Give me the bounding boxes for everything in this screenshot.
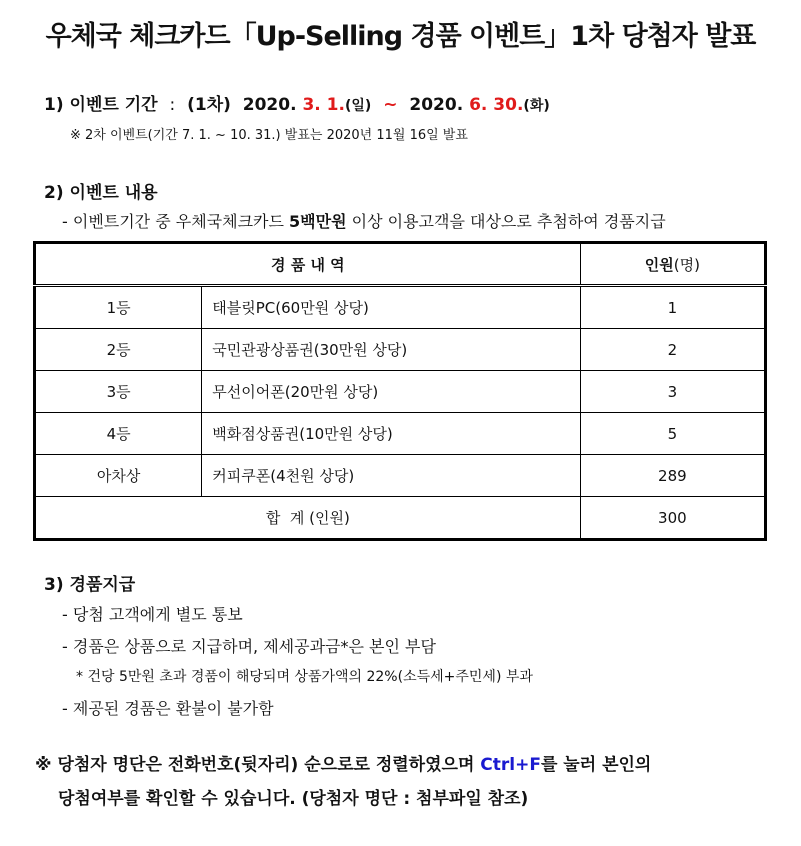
start-day: (일)	[344, 98, 372, 114]
event-period	[44, 90, 550, 115]
header-count: 인원(명)	[580, 243, 765, 286]
table-row	[35, 371, 766, 413]
note-text: ※ 당첨자 명단은 전화번호(뒷자리) 순으로로 정렬하였으며	[35, 755, 481, 775]
desc-amount: 5백만원	[289, 212, 347, 231]
header-prize: 경 품 내 역	[35, 243, 581, 286]
section2-heading: 2) 이벤트 내용	[44, 183, 158, 203]
table-row	[35, 455, 766, 497]
winner-list-note-2: 당첨여부를 확인할 수 있습니다. (당첨자 명단 : 첨부파일 참조)	[58, 789, 529, 809]
rank-cell: 아차상	[35, 455, 202, 497]
delivery-item: - 제공된 경품은 환불이 불가함	[62, 699, 274, 718]
tilde: ~	[383, 95, 398, 115]
round-label: (1차)	[187, 95, 231, 115]
note-text-end: 를 눌러 본인의	[540, 755, 652, 775]
count-cell: 2	[580, 329, 765, 371]
tax-footnote: * 건당 5만원 초과 경품이 해당되며 상품가액의 22%(소득세+주민세) 부과	[76, 669, 533, 685]
item-cell: 국민관광상품권(30만원 상당)	[202, 329, 580, 371]
delivery-item: - 경품은 상품으로 지급하며, 제세공과금*은 본인 부담	[62, 637, 436, 656]
section3-heading: 3) 경품지급	[44, 575, 136, 595]
end-year: 2020.	[409, 95, 464, 115]
section1-heading: 1) 이벤트 기간	[44, 95, 158, 115]
table-row	[35, 329, 766, 371]
count-cell: 5	[580, 413, 765, 455]
total-label: 합 계 (인원)	[35, 497, 581, 540]
winner-list-note	[35, 750, 651, 775]
count-cell: 289	[580, 455, 765, 497]
event-description	[62, 209, 666, 232]
table-header	[35, 243, 766, 286]
count-cell: 1	[580, 286, 765, 329]
total-row	[35, 497, 766, 540]
total-count: 300	[580, 497, 765, 540]
prize-table	[33, 241, 767, 541]
table-row	[35, 286, 766, 329]
rank-cell: 2등	[35, 329, 202, 371]
rank-cell: 1등	[35, 286, 202, 329]
start-year: 2020.	[242, 95, 297, 115]
item-cell: 태블릿PC(60만원 상당)	[202, 286, 580, 329]
shortcut-key: Ctrl+F	[480, 755, 541, 775]
count-cell: 3	[580, 371, 765, 413]
item-cell: 커피쿠폰(4천원 상당)	[202, 455, 580, 497]
item-cell: 백화점상품권(10만원 상당)	[202, 413, 580, 455]
desc-pre: - 이벤트기간 중 우체국체크카드	[62, 212, 290, 231]
start-date: 3. 1.	[302, 95, 345, 115]
table-row	[35, 413, 766, 455]
page-title: 우체국 체크카드「Up-Selling 경품 이벤트」1차 당첨자 발표	[45, 21, 756, 52]
desc-post: 이상 이용고객을 대상으로 추첨하여 경품지급	[346, 212, 666, 231]
item-cell: 무선이어폰(20만원 상당)	[202, 371, 580, 413]
second-round-note: ※ 2차 이벤트(기간 7. 1. ~ 10. 31.) 발표는 2020년 11월 16일 발표	[70, 128, 468, 143]
end-date: 6. 30.	[469, 95, 524, 115]
end-day: (화)	[523, 98, 550, 114]
delivery-item: - 당첨 고객에게 별도 통보	[62, 605, 243, 624]
rank-cell: 3등	[35, 371, 202, 413]
colon: :	[169, 95, 176, 115]
rank-cell: 4등	[35, 413, 202, 455]
